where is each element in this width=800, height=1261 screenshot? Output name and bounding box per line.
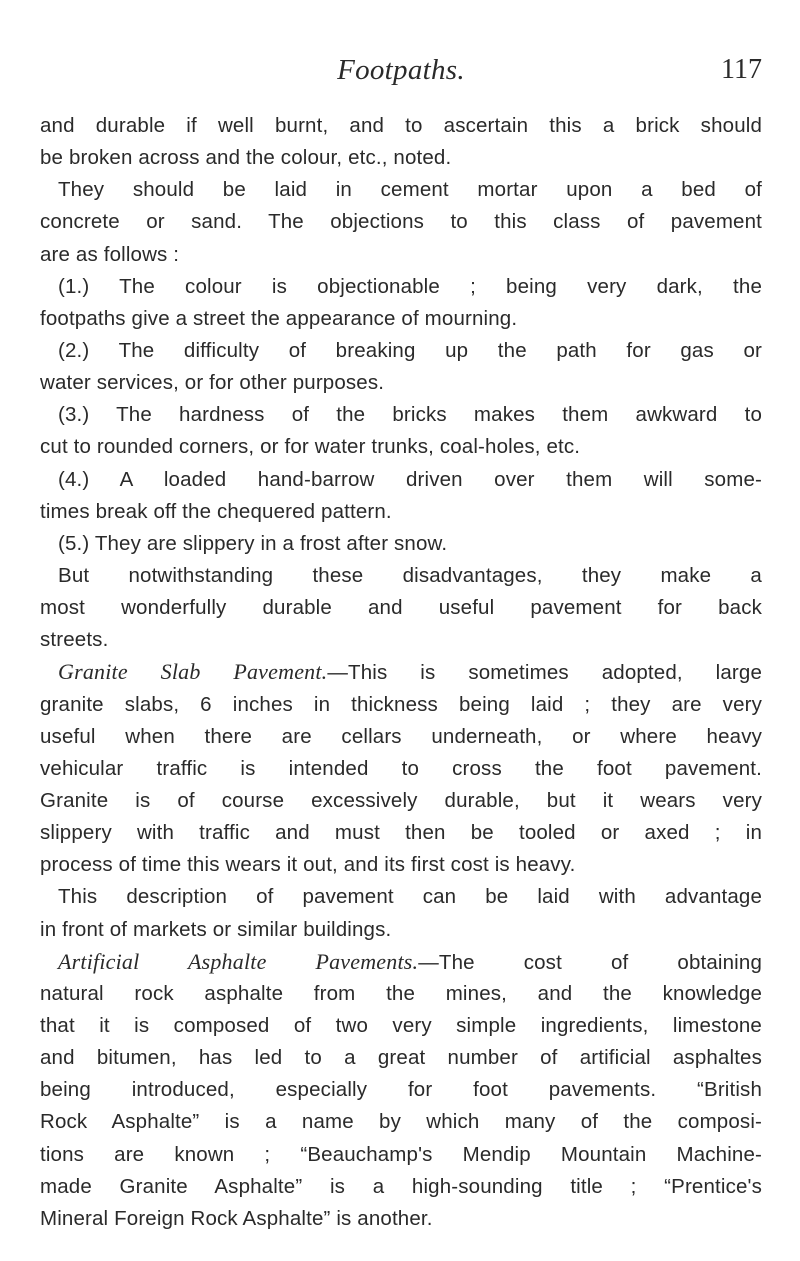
text-line xyxy=(40,656,762,688)
text-line xyxy=(40,142,762,174)
line-text: being introduced, especially for foot pavements. “British xyxy=(40,1078,762,1102)
line-text: (3.) The hardness of the bricks makes them awkward to xyxy=(58,403,762,427)
line-text: times break off the chequered pattern. xyxy=(40,499,392,523)
text-line xyxy=(40,1010,762,1042)
text-line xyxy=(40,849,762,881)
text-line xyxy=(40,431,762,463)
text-line xyxy=(40,978,762,1010)
text-line xyxy=(40,592,762,624)
text-line xyxy=(40,881,762,913)
section-heading: Artificial Asphalte Pavements. xyxy=(58,948,419,974)
text-line xyxy=(40,946,762,978)
text-line xyxy=(40,1042,762,1074)
line-text: cut to rounded corners, or for water trunks, coal-holes, etc. xyxy=(40,435,581,459)
text-line xyxy=(40,174,762,206)
line-text: and durable if well burnt, and to ascertain this a brick should xyxy=(40,114,762,137)
line-text: Mineral Foreign Rock Asphalte” is another. xyxy=(40,1206,433,1230)
text-line xyxy=(40,753,762,785)
body-text xyxy=(40,110,762,1235)
line-text: most wonderfully durable and useful pavement for back xyxy=(40,596,762,620)
line-text: slippery with traffic and must then be tooled or axed ; in xyxy=(40,821,762,845)
text-line xyxy=(40,1139,762,1171)
line-text: made Granite Asphalte” is a high-sounding title ; “Prentice's xyxy=(40,1174,762,1198)
text-line xyxy=(40,399,762,431)
text-line xyxy=(40,1203,762,1235)
text-line xyxy=(40,367,762,399)
line-text: be broken across and the colour, etc., noted. xyxy=(40,146,452,170)
text-line xyxy=(40,817,762,849)
text-line xyxy=(40,528,762,560)
text-line xyxy=(40,464,762,496)
line-text: and bitumen, has led to a great number of artificial asphaltes xyxy=(40,1046,762,1070)
line-text: useful when there are cellars underneath, or where heavy xyxy=(40,724,762,748)
line-text: natural rock asphalte from the mines, and the knowledge xyxy=(40,981,762,1005)
line-text: (5.) They are slippery in a frost after snow. xyxy=(58,531,448,555)
line-text: (1.) The colour is objectionable ; being very dark, the xyxy=(58,274,762,298)
text-line xyxy=(40,110,762,142)
line-text: tions are known ; “Beauchamp's Mendip Mountain Machine- xyxy=(40,1142,762,1166)
line-text: (2.) The difficulty of breaking up the path for gas or xyxy=(58,338,762,362)
line-text: Granite is of course excessively durable, but it wears very xyxy=(40,788,762,812)
line-text: But notwithstanding these disadvantages, they make a xyxy=(58,563,762,587)
line-text: in front of markets or similar buildings. xyxy=(40,917,392,941)
line-text: concrete or sand. The objections to this class of pavement xyxy=(40,210,762,234)
text-line xyxy=(40,303,762,335)
text-line xyxy=(40,560,762,592)
page-number: 117 xyxy=(721,54,762,85)
line-text: This description of pavement can be laid with advantage xyxy=(58,885,762,909)
line-text: (4.) A loaded hand-barrow driven over them will some- xyxy=(58,467,762,491)
text-line xyxy=(40,785,762,817)
line-text: are as follows : xyxy=(40,242,180,266)
page-header xyxy=(40,50,762,90)
text-line xyxy=(40,496,762,528)
line-text: Rock Asphalte” is a name by which many of the composi- xyxy=(40,1110,762,1134)
running-title: Footpaths. xyxy=(337,54,465,86)
line-text: water services, or for other purposes. xyxy=(40,371,385,395)
text-line xyxy=(40,689,762,721)
text-line xyxy=(40,1171,762,1203)
text-line xyxy=(40,914,762,946)
line-text: —This is sometimes adopted, large xyxy=(327,661,762,685)
line-text: They should be laid in cement mortar upon a bed of xyxy=(58,178,762,202)
text-line xyxy=(40,239,762,271)
line-text: streets. xyxy=(40,628,109,652)
text-line xyxy=(40,335,762,367)
text-line xyxy=(40,624,762,656)
line-text: that it is composed of two very simple ingredients, limestone xyxy=(40,1013,762,1037)
section-heading: Granite Slab Pavement. xyxy=(58,659,328,685)
text-line xyxy=(40,1106,762,1138)
line-text: vehicular traffic is intended to cross the foot pavement. xyxy=(40,756,762,780)
text-line xyxy=(40,271,762,303)
text-line xyxy=(40,721,762,753)
line-text: footpaths give a street the appearance of mourning. xyxy=(40,306,518,330)
line-text: granite slabs, 6 inches in thickness being laid ; they are very xyxy=(40,692,762,716)
text-line xyxy=(40,206,762,238)
line-text: —The cost of obtaining xyxy=(418,950,762,974)
line-text: process of time this wears it out, and its first cost is heavy. xyxy=(40,853,576,877)
text-line xyxy=(40,1074,762,1106)
